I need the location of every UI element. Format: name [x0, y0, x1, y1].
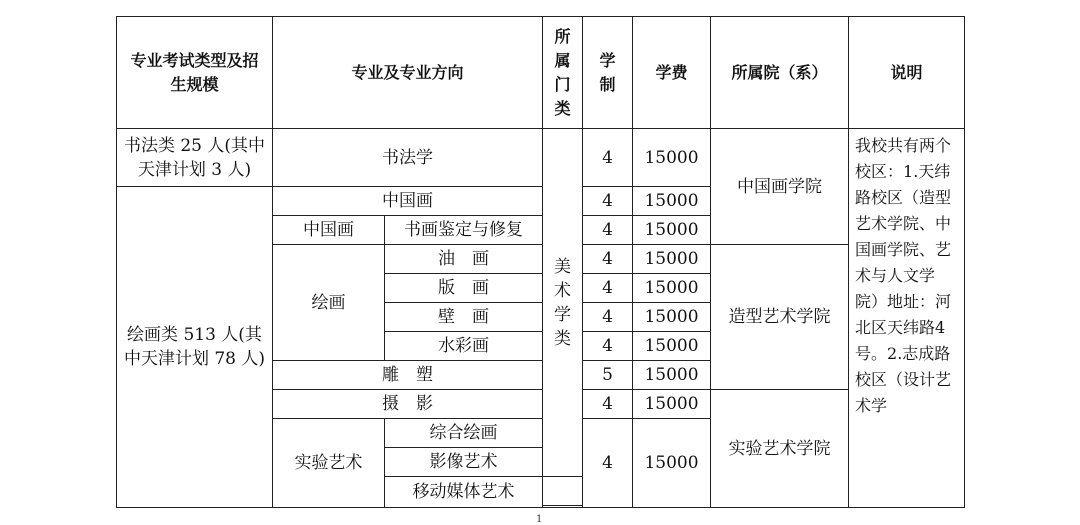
major-shiyan: 实验艺术 [273, 419, 385, 508]
years-jianding: 4 [583, 216, 633, 245]
fee-shufaxue: 15000 [633, 129, 711, 187]
fee-banhua: 15000 [633, 274, 711, 303]
major-shufaxue: 书法学 [273, 129, 543, 187]
years-banhua: 4 [583, 274, 633, 303]
major-diaosu: 雕 塑 [273, 361, 543, 390]
years-bihua: 4 [583, 303, 633, 332]
header-major-direction: 专业及专业方向 [273, 17, 543, 129]
college-shiyan: 实验艺术学院 [711, 390, 849, 508]
category-cell: 美术学类 [543, 129, 583, 477]
fee-sheying: 15000 [633, 390, 711, 419]
years-diaosu: 5 [583, 361, 633, 390]
fee-zhongguohua: 15000 [633, 187, 711, 216]
direction-youhua: 油 画 [385, 245, 543, 274]
group-huihua: 绘画类 513 人(其中天津计划 78 人) [117, 187, 273, 508]
header-notes: 说明 [849, 17, 965, 129]
years-youhua: 4 [583, 245, 633, 274]
header-fee: 学费 [633, 17, 711, 129]
header-type-scale: 专业考试类型及招生规模 [117, 17, 273, 129]
fee-shuicai: 15000 [633, 332, 711, 361]
header-category: 所属门类 [543, 17, 583, 129]
direction-zonghe: 综合绘画 [385, 419, 543, 448]
direction-shuicai: 水彩画 [385, 332, 543, 361]
header-college: 所属院（系） [711, 17, 849, 129]
header-row [117, 17, 965, 129]
college-zaoxing: 造型艺术学院 [711, 245, 849, 390]
table-row [117, 129, 965, 187]
category-cell-tail [543, 477, 583, 506]
major-zhongguohua-full: 中国画 [273, 187, 543, 216]
fee-shiyan: 15000 [633, 419, 711, 508]
direction-yingxiang: 影像艺术 [385, 448, 543, 477]
years-sheying: 4 [583, 390, 633, 419]
direction-yidong: 移动媒体艺术 [385, 477, 543, 508]
fee-bihua: 15000 [633, 303, 711, 332]
notes-cell: 我校共有两个校区：1.天纬路校区（造型艺术学院、中国画学院、艺术与人文学院）地址：河北区天纬路4号。2.志成路校区（设计艺术学 [849, 129, 965, 508]
fee-jianding: 15000 [633, 216, 711, 245]
major-zhongguohua: 中国画 [273, 216, 385, 245]
fee-diaosu: 15000 [633, 361, 711, 390]
page-number: 1 [536, 514, 543, 525]
fee-youhua: 15000 [633, 245, 711, 274]
major-huihua: 绘画 [273, 245, 385, 361]
category-cell-tail-2 [543, 506, 583, 508]
years-zhongguohua: 4 [583, 187, 633, 216]
direction-jianding: 书画鉴定与修复 [385, 216, 543, 245]
header-years: 学制 [583, 17, 633, 129]
years-shuicai: 4 [583, 332, 633, 361]
college-guohua: 中国画学院 [711, 129, 849, 245]
admissions-table [116, 16, 965, 508]
years-shufaxue: 4 [583, 129, 633, 187]
direction-bihua: 壁 画 [385, 303, 543, 332]
major-sheying: 摄 影 [273, 390, 543, 419]
group-shufa: 书法类 25 人(其中天津计划 3 人) [117, 129, 273, 187]
years-shiyan: 4 [583, 419, 633, 508]
direction-banhua: 版 画 [385, 274, 543, 303]
